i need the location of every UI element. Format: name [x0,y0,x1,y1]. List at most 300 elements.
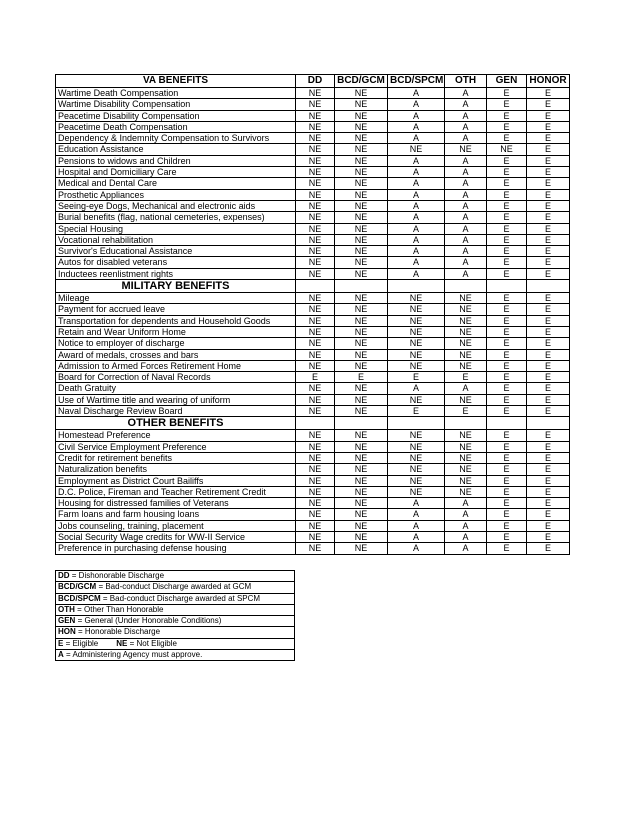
legend-text: = Other Than Honorable [74,604,164,614]
legend-entry [56,571,295,582]
table-row [56,133,570,144]
eligibility-cell: E [487,430,527,441]
eligibility-cell: E [487,304,527,315]
eligibility-cell: NE [445,360,487,371]
eligibility-cell: NE [335,452,388,463]
eligibility-cell: E [487,452,527,463]
eligibility-cell: NE [388,360,445,371]
eligibility-cell: NE [388,475,445,486]
eligibility-cell: NE [445,315,487,326]
eligibility-cell: NE [296,99,335,110]
eligibility-cell: NE [335,268,388,279]
eligibility-cell: NE [296,178,335,189]
eligibility-cell: E [527,383,570,394]
eligibility-cell: NE [296,394,335,405]
eligibility-cell: NE [296,110,335,121]
table-row [56,167,570,178]
legend-row [56,650,295,661]
table-row [56,121,570,132]
empty-cell [487,280,527,293]
eligibility-cell: E [388,406,445,417]
eligibility-cell: NE [487,144,527,155]
eligibility-cell: E [445,372,487,383]
eligibility-cell: E [527,394,570,405]
eligibility-cell: E [487,475,527,486]
eligibility-cell: E [487,223,527,234]
benefit-name: Vocational rehabilitation [56,234,296,245]
eligibility-cell: A [388,246,445,257]
empty-cell [388,417,445,430]
eligibility-cell: E [527,486,570,497]
eligibility-cell: NE [296,144,335,155]
table-row [56,99,570,110]
eligibility-cell: NE [388,441,445,452]
eligibility-cell: NE [335,99,388,110]
empty-cell [487,417,527,430]
legend-key: HON [58,627,76,637]
benefits-table [55,74,570,555]
legend-key: GEN [58,616,76,626]
legend-entry [56,638,295,649]
benefit-name: Pensions to widows and Children [56,155,296,166]
table-row [56,110,570,121]
eligibility-cell: E [527,304,570,315]
eligibility-cell: E [487,360,527,371]
table-row [56,498,570,509]
table-row [56,293,570,304]
eligibility-cell: NE [296,246,335,257]
benefit-name: Wartime Disability Compensation [56,99,296,110]
eligibility-cell: NE [296,360,335,371]
eligibility-cell: NE [335,498,388,509]
eligibility-cell: A [445,498,487,509]
eligibility-cell: NE [335,520,388,531]
legend-key: OTH [58,604,75,614]
eligibility-cell: NE [335,133,388,144]
eligibility-cell: E [487,486,527,497]
eligibility-cell: NE [296,509,335,520]
eligibility-cell: A [445,543,487,554]
eligibility-cell: NE [445,349,487,360]
eligibility-cell: A [445,383,487,394]
benefit-name: Civil Service Employment Preference [56,441,296,452]
benefit-name: Retain and Wear Uniform Home [56,326,296,337]
benefit-name: Death Gratuity [56,383,296,394]
eligibility-cell: NE [296,133,335,144]
benefit-name: Use of Wartime title and wearing of uniform [56,394,296,405]
table-row [56,257,570,268]
eligibility-cell: NE [335,315,388,326]
eligibility-cell: NE [296,349,335,360]
eligibility-cell: NE [335,406,388,417]
table-row [56,326,570,337]
eligibility-cell: E [487,110,527,121]
table-row [56,509,570,520]
eligibility-cell: E [527,155,570,166]
eligibility-cell: E [527,498,570,509]
benefit-name: Dependency & Indemnity Compensation to Survivors [56,133,296,144]
legend-text: = Bad-conduct Discharge awarded at GCM [96,582,252,592]
table-row [56,268,570,279]
table-row [56,464,570,475]
eligibility-cell: A [388,88,445,99]
eligibility-cell: A [388,543,445,554]
eligibility-cell: NE [335,338,388,349]
section-title-va-benefits: VA BENEFITS [56,75,296,88]
legend-key: DD [58,571,70,580]
eligibility-cell: A [445,200,487,211]
empty-cell [296,417,335,430]
eligibility-cell: E [487,293,527,304]
eligibility-cell: E [527,110,570,121]
eligibility-cell: NE [296,304,335,315]
eligibility-cell: NE [388,315,445,326]
eligibility-cell: E [527,430,570,441]
eligibility-cell: E [527,349,570,360]
eligibility-cell: E [527,293,570,304]
eligibility-cell: E [527,543,570,554]
benefit-name: Employment as District Court Bailiffs [56,475,296,486]
eligibility-cell: A [388,189,445,200]
eligibility-cell: NE [445,304,487,315]
table-row [56,406,570,417]
eligibility-cell: NE [445,441,487,452]
legend-entry [56,650,295,661]
eligibility-cell: A [445,223,487,234]
table-row [56,543,570,554]
table-row [56,144,570,155]
eligibility-cell: NE [296,486,335,497]
eligibility-cell: NE [335,394,388,405]
eligibility-cell: E [527,268,570,279]
eligibility-cell: NE [335,326,388,337]
eligibility-cell: E [487,257,527,268]
eligibility-cell: E [335,372,388,383]
eligibility-cell: E [487,200,527,211]
eligibility-cell: NE [445,144,487,155]
legend-row [56,582,295,593]
eligibility-cell: E [388,372,445,383]
table-row [56,372,570,383]
eligibility-cell: E [487,167,527,178]
eligibility-cell: A [445,121,487,132]
benefit-name: Admission to Armed Forces Retirement Home [56,360,296,371]
eligibility-cell: NE [335,383,388,394]
table-row [56,349,570,360]
legend-key: BCD/GCM [58,582,97,592]
eligibility-cell: NE [296,475,335,486]
section-title: OTHER BENEFITS [56,417,296,430]
eligibility-cell: A [445,133,487,144]
column-header: HONOR [527,75,570,88]
table-row [56,452,570,463]
eligibility-cell: A [445,212,487,223]
eligibility-cell: NE [296,88,335,99]
header-row [56,75,570,88]
eligibility-cell: E [487,394,527,405]
legend-row [56,593,295,604]
eligibility-cell: NE [335,155,388,166]
empty-cell [335,280,388,293]
eligibility-cell: A [388,383,445,394]
eligibility-cell: NE [296,293,335,304]
eligibility-cell: NE [296,121,335,132]
table-row [56,531,570,542]
benefit-name: Homestead Preference [56,430,296,441]
empty-cell [445,280,487,293]
legend-entry [56,627,295,638]
table-row [56,88,570,99]
eligibility-cell: E [527,509,570,520]
eligibility-cell: E [527,452,570,463]
eligibility-cell: E [527,133,570,144]
eligibility-cell: E [487,155,527,166]
eligibility-cell: A [445,520,487,531]
eligibility-cell: A [388,133,445,144]
eligibility-cell: NE [335,430,388,441]
eligibility-cell: E [527,475,570,486]
benefit-name: Social Security Wage credits for WW-II Service [56,531,296,542]
benefit-name: Wartime Death Compensation [56,88,296,99]
eligibility-cell: NE [296,531,335,542]
eligibility-cell: E [527,338,570,349]
benefit-name: Housing for distressed families of Veterans [56,498,296,509]
benefit-name: Peacetime Disability Compensation [56,110,296,121]
eligibility-cell: A [388,167,445,178]
empty-cell [527,417,570,430]
eligibility-cell: E [527,212,570,223]
benefit-name: Education Assistance [56,144,296,155]
benefit-name: Special Housing [56,223,296,234]
eligibility-cell: E [487,189,527,200]
eligibility-cell: NE [296,257,335,268]
eligibility-cell: NE [335,178,388,189]
eligibility-cell: NE [335,293,388,304]
benefit-name: Notice to employer of discharge [56,338,296,349]
eligibility-cell: E [527,531,570,542]
eligibility-cell: E [487,498,527,509]
eligibility-cell: NE [296,268,335,279]
eligibility-cell: E [487,543,527,554]
eligibility-cell: E [487,531,527,542]
eligibility-cell: NE [388,293,445,304]
column-header: GEN [487,75,527,88]
eligibility-cell: E [527,326,570,337]
eligibility-cell: A [445,246,487,257]
eligibility-cell: E [487,133,527,144]
eligibility-cell: E [487,234,527,245]
eligibility-cell: NE [296,326,335,337]
benefit-name: Credit for retirement benefits [56,452,296,463]
benefit-name: D.C. Police, Fireman and Teacher Retirement Credit [56,486,296,497]
eligibility-cell: NE [335,246,388,257]
eligibility-cell: NE [335,234,388,245]
eligibility-cell: A [388,99,445,110]
eligibility-cell: E [487,121,527,132]
eligibility-cell: NE [296,200,335,211]
eligibility-cell: A [388,223,445,234]
benefit-name: Mileage [56,293,296,304]
eligibility-cell: A [388,200,445,211]
eligibility-cell: A [388,234,445,245]
eligibility-cell: NE [296,441,335,452]
eligibility-cell: E [487,349,527,360]
legend-text: = Bad-conduct Discharge awarded at SPCM [100,593,261,603]
benefit-name: Preference in purchasing defense housing [56,543,296,554]
legend-text: = Honorable Discharge [75,627,161,637]
table-row [56,338,570,349]
eligibility-cell: E [487,372,527,383]
eligibility-cell: E [527,441,570,452]
eligibility-cell: A [388,121,445,132]
eligibility-cell: NE [296,234,335,245]
legend-entry [56,604,295,615]
table-row [56,212,570,223]
eligibility-cell: E [527,144,570,155]
eligibility-cell: NE [445,338,487,349]
eligibility-cell: A [445,268,487,279]
eligibility-cell: E [527,257,570,268]
eligibility-cell: E [296,372,335,383]
eligibility-cell: A [445,110,487,121]
eligibility-cell: E [487,178,527,189]
legend-text: = Dishonorable Discharge [69,571,165,580]
eligibility-cell: NE [296,189,335,200]
table-row [56,304,570,315]
eligibility-cell: E [527,406,570,417]
eligibility-cell: NE [335,304,388,315]
benefit-name: Peacetime Death Compensation [56,121,296,132]
legend-key: NE [116,638,128,648]
eligibility-cell: NE [335,223,388,234]
eligibility-cell: E [527,246,570,257]
eligibility-cell: NE [388,464,445,475]
eligibility-cell: NE [445,394,487,405]
eligibility-cell: NE [335,144,388,155]
eligibility-cell: NE [335,464,388,475]
benefit-name: Jobs counseling, training, placement [56,520,296,531]
eligibility-cell: E [487,383,527,394]
eligibility-cell: NE [335,189,388,200]
eligibility-cell: E [527,200,570,211]
eligibility-cell: NE [335,486,388,497]
legend-table-body [56,571,295,661]
eligibility-cell: E [487,520,527,531]
eligibility-cell: NE [296,406,335,417]
column-header: OTH [445,75,487,88]
legend-entry [56,593,295,604]
table-row [56,315,570,326]
table-row [56,189,570,200]
eligibility-cell: E [527,189,570,200]
eligibility-cell: A [388,498,445,509]
legend-text: = Administering Agency must approve. [63,650,203,660]
legend-text: = General (Under Honorable Conditions) [75,616,222,626]
eligibility-cell: NE [296,212,335,223]
eligibility-cell: E [527,360,570,371]
empty-cell [527,280,570,293]
benefit-name: Naval Discharge Review Board [56,406,296,417]
eligibility-cell: A [445,178,487,189]
eligibility-cell: A [445,189,487,200]
eligibility-cell: A [388,531,445,542]
benefit-name: Transportation for dependents and Household Goods [56,315,296,326]
eligibility-cell: E [527,520,570,531]
legend-row [56,571,295,582]
eligibility-cell: NE [388,144,445,155]
legend-row [56,616,295,627]
eligibility-cell: NE [335,360,388,371]
eligibility-cell: E [527,464,570,475]
eligibility-cell: NE [388,326,445,337]
eligibility-cell: E [527,121,570,132]
benefit-name: Farm loans and farm housing loans [56,509,296,520]
table-row [56,430,570,441]
eligibility-cell: E [487,406,527,417]
eligibility-cell: NE [445,452,487,463]
eligibility-cell: E [487,88,527,99]
eligibility-cell: NE [335,121,388,132]
benefit-name: Payment for accrued leave [56,304,296,315]
benefit-name: Inductees reenlistment rights [56,268,296,279]
eligibility-cell: NE [445,475,487,486]
eligibility-cell: E [527,315,570,326]
legend-key: BCD/SPCM [58,593,101,603]
column-header: DD [296,75,335,88]
eligibility-cell: NE [335,88,388,99]
benefit-name: Board for Correction of Naval Records [56,372,296,383]
eligibility-cell: NE [388,304,445,315]
eligibility-cell: NE [335,167,388,178]
table-row [56,234,570,245]
eligibility-cell: A [388,257,445,268]
benefit-name: Seeing-eye Dogs, Mechanical and electronic aids [56,200,296,211]
table-row [56,178,570,189]
eligibility-cell: NE [335,441,388,452]
table-row [56,520,570,531]
benefit-name: Autos for disabled veterans [56,257,296,268]
eligibility-cell: NE [296,452,335,463]
eligibility-cell: A [388,178,445,189]
eligibility-cell: A [445,531,487,542]
eligibility-cell: E [487,246,527,257]
table-row [56,475,570,486]
eligibility-cell: NE [296,338,335,349]
eligibility-cell: NE [296,543,335,554]
eligibility-cell: E [487,441,527,452]
empty-cell [388,280,445,293]
eligibility-cell: E [487,315,527,326]
legend-text: = Eligible [63,638,99,648]
eligibility-cell: E [487,509,527,520]
eligibility-cell: NE [445,486,487,497]
eligibility-cell: NE [388,452,445,463]
eligibility-cell: E [487,99,527,110]
eligibility-cell: E [527,223,570,234]
eligibility-cell: E [527,99,570,110]
eligibility-cell: NE [296,315,335,326]
eligibility-cell: E [487,326,527,337]
eligibility-cell: NE [445,326,487,337]
eligibility-cell: E [487,338,527,349]
eligibility-cell: NE [388,338,445,349]
eligibility-cell: E [527,178,570,189]
eligibility-cell: A [445,234,487,245]
eligibility-cell: NE [335,531,388,542]
table-row [56,394,570,405]
eligibility-cell: NE [296,223,335,234]
eligibility-cell: A [445,167,487,178]
